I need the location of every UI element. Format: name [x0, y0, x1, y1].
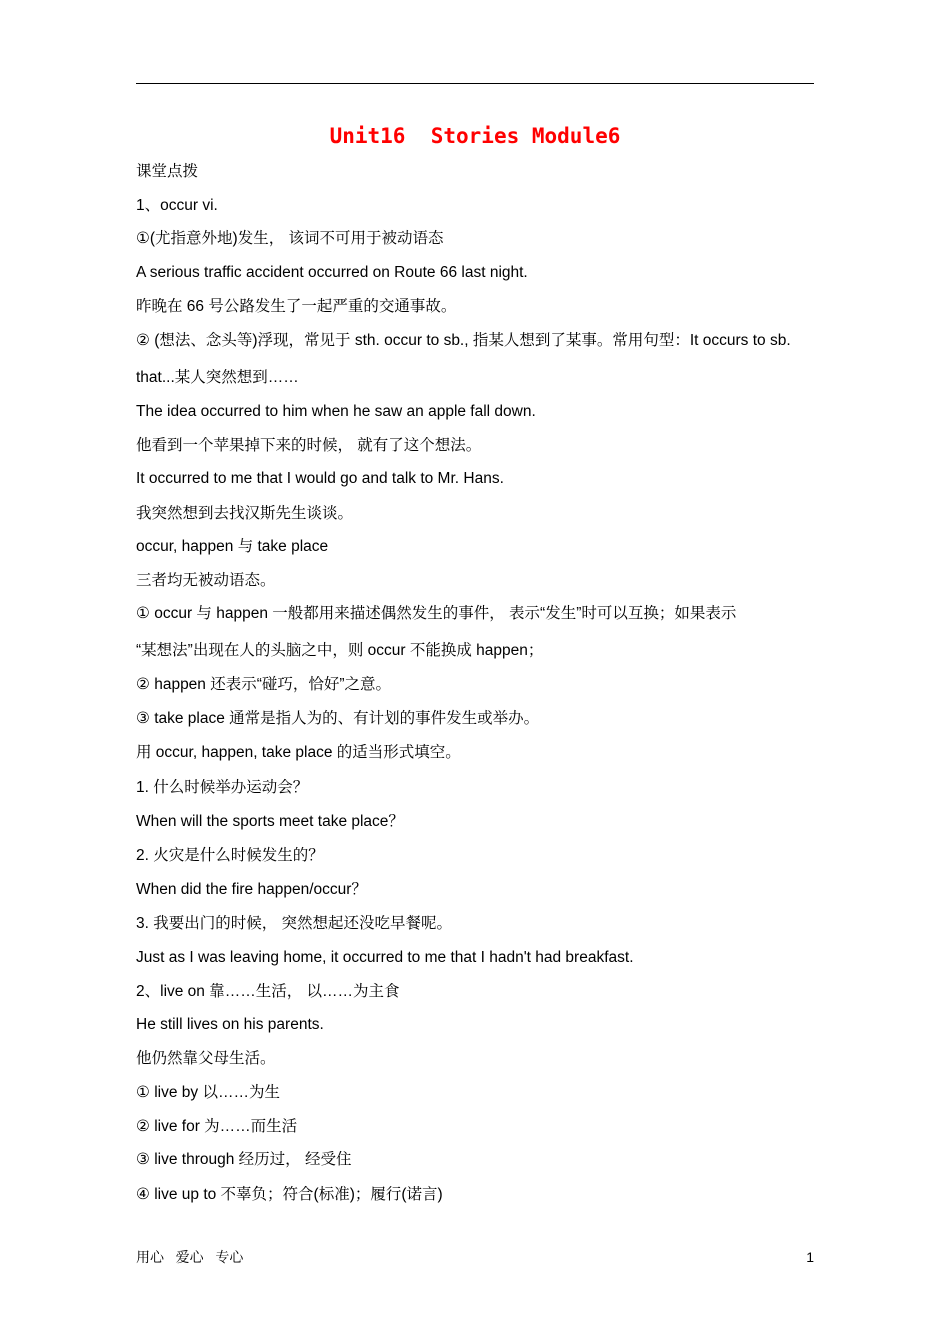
page-title: Unit16 Stories Module6: [329, 124, 621, 148]
paragraph-line: 1. 什么时候举办运动会？: [136, 779, 309, 796]
paragraph-line: It occurred to me that I would go and talk to Mr. Hans.: [136, 470, 504, 487]
paragraph-line: 三者均无被动语态。: [136, 572, 276, 589]
paragraph-line: ①(尤指意外地)发生， 该词不可用于被动语态: [136, 230, 444, 247]
paragraph-line: 他看到一个苹果掉下来的时候， 就有了这个想法。: [136, 437, 482, 454]
paragraph-line: 3. 我要出门的时候， 突然想起还没吃早餐呢。: [136, 915, 453, 932]
paragraph-line: 2、live on 靠……生活， 以……为主食: [136, 983, 400, 1000]
paragraph-line: 1、occur vi.: [136, 197, 218, 214]
paragraph-line: occur, happen 与 take place: [136, 538, 329, 555]
paragraph-line: 用 occur, happen, take place 的适当形式填空。: [136, 744, 461, 761]
paragraph-line: When will the sports meet take place？: [136, 813, 404, 830]
paragraph-line: ① occur 与 happen 一般都用来描述偶然发生的事件， 表示“发生”时可以互换；如果表示: [136, 605, 737, 622]
section-heading: 课堂点拨: [136, 163, 199, 180]
paragraph-line: The idea occurred to him when he saw an apple fall down.: [136, 403, 536, 420]
paragraph-line: 他仍然靠父母生活。: [136, 1050, 276, 1067]
paragraph-line: ② (想法、念头等)浮现，常见于 sth. occur to sb., 指某人想到了某事。常用句型：It occurs to sb.: [136, 332, 791, 349]
header-rule: [136, 83, 814, 84]
paragraph-line: 2. 火灾是什么时候发生的？: [136, 847, 324, 864]
paragraph-line: ② happen 还表示“碰巧，恰好”之意。: [136, 676, 392, 693]
paragraph-line: ① live by 以……为生: [136, 1084, 280, 1101]
paragraph-line: He still lives on his parents.: [136, 1016, 324, 1033]
paragraph-line: ③ live through 经历过， 经受住: [136, 1151, 352, 1168]
paragraph-line: “某想法”出现在人的头脑之中，则 occur 不能换成 happen；: [136, 642, 544, 659]
paragraph-line: When did the fire happen/occur？: [136, 881, 367, 898]
paragraph-line: 我突然想到去找汉斯先生谈谈。: [136, 505, 354, 522]
paragraph-line: ② live for 为……而生活: [136, 1118, 298, 1135]
footer-motto: 用心 爱心 专心: [136, 1249, 244, 1265]
paragraph-line: ③ take place 通常是指人为的、有计划的事件发生或举办。: [136, 710, 540, 727]
paragraph-line: 昨晚在 66 号公路发生了一起严重的交通事故。: [136, 298, 457, 315]
paragraph-line: A serious traffic accident occurred on Route 66 last night.: [136, 264, 528, 281]
paragraph-line: Just as I was leaving home, it occurred to me that I hadn't had breakfast.: [136, 949, 634, 966]
page-number: 1: [806, 1249, 814, 1265]
paragraph-line: that...某人突然想到……: [136, 369, 299, 386]
paragraph-line: ④ live up to 不辜负；符合(标准)；履行(诺言): [136, 1186, 443, 1203]
